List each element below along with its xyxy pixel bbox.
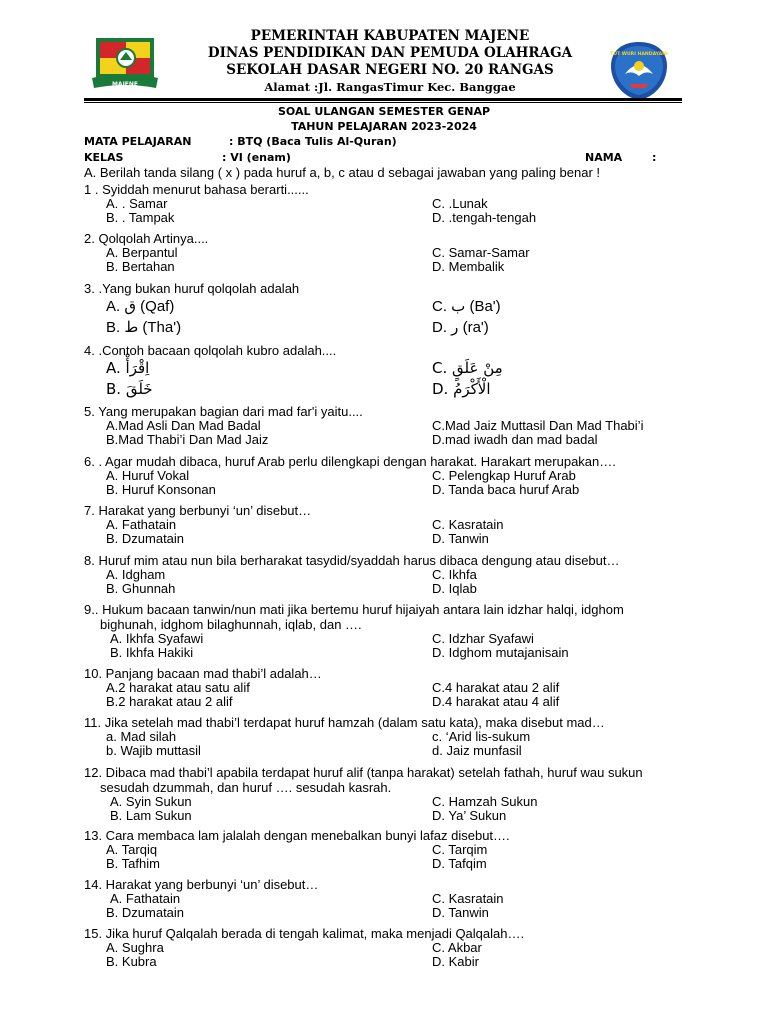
name-value: : bbox=[652, 151, 657, 164]
option-b[interactable]: b. Wajib muttasil bbox=[106, 743, 201, 758]
option-a[interactable]: A.Mad Asli Dan Mad Badal bbox=[106, 418, 261, 433]
option-a[interactable]: A.2 harakat atau satu alif bbox=[106, 680, 250, 695]
option-d[interactable]: D. Tanwin bbox=[432, 905, 489, 920]
question-text: 5. Yang merupakan bagian dari mad far'i yaitu.... bbox=[84, 404, 363, 419]
question-6 bbox=[84, 454, 694, 497]
letterhead-rule-thin bbox=[84, 102, 682, 103]
subject-label: MATA PELAJARAN bbox=[84, 135, 192, 148]
option-a[interactable]: A. Berpantul bbox=[106, 245, 178, 260]
option-d[interactable]: D. Tanda baca huruf Arab bbox=[432, 482, 580, 497]
option-b[interactable]: B. Huruf Konsonan bbox=[106, 482, 216, 497]
option-c[interactable]: C. Tarqim bbox=[432, 842, 488, 857]
option-c[interactable]: C. مِنْ عَلَقٍ bbox=[432, 359, 503, 377]
question-14 bbox=[84, 877, 694, 920]
option-a[interactable]: A. Fathatain bbox=[106, 517, 177, 532]
option-d[interactable]: D. Tanwin bbox=[432, 531, 489, 546]
question-2 bbox=[84, 231, 694, 274]
question-text: 15. Jika huruf Qalqalah berada di tengah kalimat, maka menjadi Qalqalah…. bbox=[84, 926, 525, 941]
option-d[interactable]: d. Jaiz munfasil bbox=[432, 743, 522, 758]
option-a[interactable]: A. Syin Sukun bbox=[110, 794, 192, 809]
option-d[interactable]: D. Membalik bbox=[432, 259, 505, 274]
letterhead-rule-thick bbox=[84, 98, 682, 101]
tut-wuri-handayani-logo bbox=[603, 40, 675, 102]
exam-title: SOAL ULANGAN SEMESTER GENAP bbox=[277, 105, 491, 118]
question-13 bbox=[84, 828, 694, 871]
letterhead-line-1: PEMERINTAH KABUPATEN MAJENE bbox=[250, 28, 530, 44]
question-text: 3. .Yang bukan huruf qolqolah adalah bbox=[84, 281, 300, 296]
option-b[interactable]: B. . Tampak bbox=[106, 210, 175, 225]
question-text: 4. .Contoh bacaan qolqolah kubro adalah.... bbox=[84, 343, 337, 358]
option-c[interactable]: c. ‘Arid lis-sukum bbox=[432, 729, 531, 744]
option-c[interactable]: C. Pelengkap Huruf Arab bbox=[432, 468, 576, 483]
option-a[interactable]: a. Mad silah bbox=[106, 729, 177, 744]
question-text-continued: bighunah, idghom bilaghunnah, iqlab, dan …. bbox=[100, 617, 362, 632]
question-1 bbox=[84, 182, 694, 225]
option-d[interactable]: D. Ya’ Sukun bbox=[432, 808, 507, 823]
instruction: A. Berilah tanda silang ( x ) pada huruf a, b, c atau d sebagai jawaban yang paling benar ! bbox=[84, 165, 601, 180]
question-text: 14. Harakat yang berbunyi ‘un’ disebut… bbox=[84, 877, 319, 892]
question-9 bbox=[84, 602, 694, 660]
question-text-continued: sesudah dzummah, dan huruf …. sesudah kasrah. bbox=[100, 780, 392, 795]
option-b[interactable]: B. Tafhim bbox=[106, 856, 160, 871]
option-a[interactable]: A. Sughra bbox=[106, 940, 164, 955]
letterhead-line-3: SEKOLAH DASAR NEGERI NO. 20 RANGAS bbox=[226, 62, 554, 78]
option-b[interactable]: B. Ghunnah bbox=[106, 581, 176, 596]
option-d[interactable]: D. ر (ra') bbox=[432, 319, 489, 336]
option-b[interactable]: B. ط (Tha') bbox=[106, 319, 182, 336]
question-text: 8. Huruf mim atau nun bila berharakat tasydid/syaddah harus dibaca dengung atau disebut… bbox=[84, 553, 620, 568]
option-a[interactable]: A. Fathatain bbox=[110, 891, 181, 906]
letterhead bbox=[0, 26, 768, 98]
option-b[interactable]: B. Ikhfa Hakiki bbox=[110, 645, 194, 660]
question-11 bbox=[84, 715, 694, 758]
question-10 bbox=[84, 666, 694, 709]
name-label: NAMA bbox=[585, 151, 623, 164]
option-d[interactable]: D. Iqlab bbox=[432, 581, 477, 596]
option-c[interactable]: C. Ikhfa bbox=[432, 567, 477, 582]
option-a[interactable]: A. ق (Qaf) bbox=[106, 298, 175, 315]
option-a[interactable]: A. . Samar bbox=[106, 196, 168, 211]
letterhead-address: Alamat :Jl. RangasTimur Kec. Banggae bbox=[264, 80, 516, 94]
option-c[interactable]: C.Mad Jaiz Muttasil Dan Mad Thabi’i bbox=[432, 418, 644, 433]
option-c[interactable]: C. Idzhar Syafawi bbox=[432, 631, 534, 646]
question-4 bbox=[84, 343, 694, 400]
option-c[interactable]: C. Kasratain bbox=[432, 517, 504, 532]
question-3 bbox=[84, 281, 694, 338]
option-c[interactable]: C. Kasratain bbox=[432, 891, 504, 906]
option-a[interactable]: A. اِقْرَأْ bbox=[106, 359, 150, 377]
question-5 bbox=[84, 404, 694, 447]
question-text: 7. Harakat yang berbunyi ‘un’ disebut… bbox=[84, 503, 312, 518]
option-d[interactable]: D.mad iwadh dan mad badal bbox=[432, 432, 598, 447]
option-d[interactable]: D. Kabir bbox=[432, 954, 479, 969]
letterhead-line-2: DINAS PENDIDIKAN DAN PEMUDA OLAHRAGA bbox=[207, 45, 573, 61]
question-text: 2. Qolqolah Artinya.... bbox=[84, 231, 209, 246]
option-c[interactable]: C. Samar-Samar bbox=[432, 245, 530, 260]
majene-crest-logo bbox=[90, 34, 160, 96]
question-text: 10. Panjang bacaan mad thabi’l adalah… bbox=[84, 666, 322, 681]
option-a[interactable]: A. Ikhfa Syafawi bbox=[110, 631, 204, 646]
option-c[interactable]: C. Hamzah Sukun bbox=[432, 794, 538, 809]
class-label: KELAS bbox=[84, 151, 124, 164]
option-b[interactable]: B. Kubra bbox=[106, 954, 157, 969]
option-d[interactable]: D. Idghom mutajanisain bbox=[432, 645, 569, 660]
option-b[interactable]: B. Dzumatain bbox=[106, 531, 185, 546]
option-b[interactable]: B. Dzumatain bbox=[106, 905, 185, 920]
option-b[interactable]: B.Mad Thabi’i Dan Mad Jaiz bbox=[106, 432, 269, 447]
question-text: 9.. Hukum bacaan tanwin/nun mati jika bertemu huruf hijaiyah antara lain idzhar halqi, idghom bbox=[84, 602, 624, 617]
logo-motto: TUT WURI HANDAYANI bbox=[610, 52, 668, 57]
question-8 bbox=[84, 553, 694, 596]
letterhead-text bbox=[180, 28, 600, 95]
question-text: 13. Cara membaca lam jalalah dengan menebalkan bunyi lafaz disebut…. bbox=[84, 828, 510, 843]
option-c[interactable]: C. ب (Ba') bbox=[432, 298, 501, 315]
question-7 bbox=[84, 503, 694, 546]
question-15 bbox=[84, 926, 694, 969]
option-c[interactable]: C. .Lunak bbox=[432, 196, 488, 211]
option-d[interactable]: D.4 harakat atau 4 alif bbox=[432, 694, 560, 709]
option-b[interactable]: B. Bertahan bbox=[106, 259, 175, 274]
option-b[interactable]: B. خَلَقَ bbox=[106, 380, 153, 398]
subject-value: : BTQ (Baca Tulis Al-Quran) bbox=[229, 135, 397, 148]
option-b[interactable]: B. Lam Sukun bbox=[110, 808, 192, 823]
crest-caption: MAJENE bbox=[111, 81, 139, 88]
question-text: 1 . Syiddah menurut bahasa berarti...... bbox=[84, 182, 309, 197]
option-c[interactable]: C. Akbar bbox=[432, 940, 482, 955]
option-a[interactable]: A. Huruf Vokal bbox=[106, 468, 190, 483]
option-d[interactable]: D. .tengah-tengah bbox=[432, 210, 537, 225]
option-d[interactable]: D. الْأَكْرَمُ bbox=[432, 380, 491, 398]
class-value: : VI (enam) bbox=[222, 151, 291, 164]
option-a[interactable]: A. Tarqiq bbox=[106, 842, 158, 857]
question-text: 6. . Agar mudah dibaca, huruf Arab perlu dilengkapi dengan harakat. Harakart merupakan…. bbox=[84, 454, 616, 469]
option-d[interactable]: D. Tafqim bbox=[432, 856, 487, 871]
option-a[interactable]: A. Idgham bbox=[106, 567, 166, 582]
option-b[interactable]: B.2 harakat atau 2 alif bbox=[106, 694, 233, 709]
exam-year: TAHUN PELAJARAN 2023-2024 bbox=[291, 120, 477, 133]
question-text: 11. Jika setelah mad thabi’l terdapat huruf hamzah (dalam satu kata), maka disebut mad… bbox=[84, 715, 605, 730]
question-12 bbox=[84, 765, 694, 823]
option-c[interactable]: C.4 harakat atau 2 alif bbox=[432, 680, 560, 695]
question-text: 12. Dibaca mad thabi’l apabila terdapat huruf alif (tanpa harakat) setelah fathah, huruf wau sukun bbox=[84, 765, 643, 780]
